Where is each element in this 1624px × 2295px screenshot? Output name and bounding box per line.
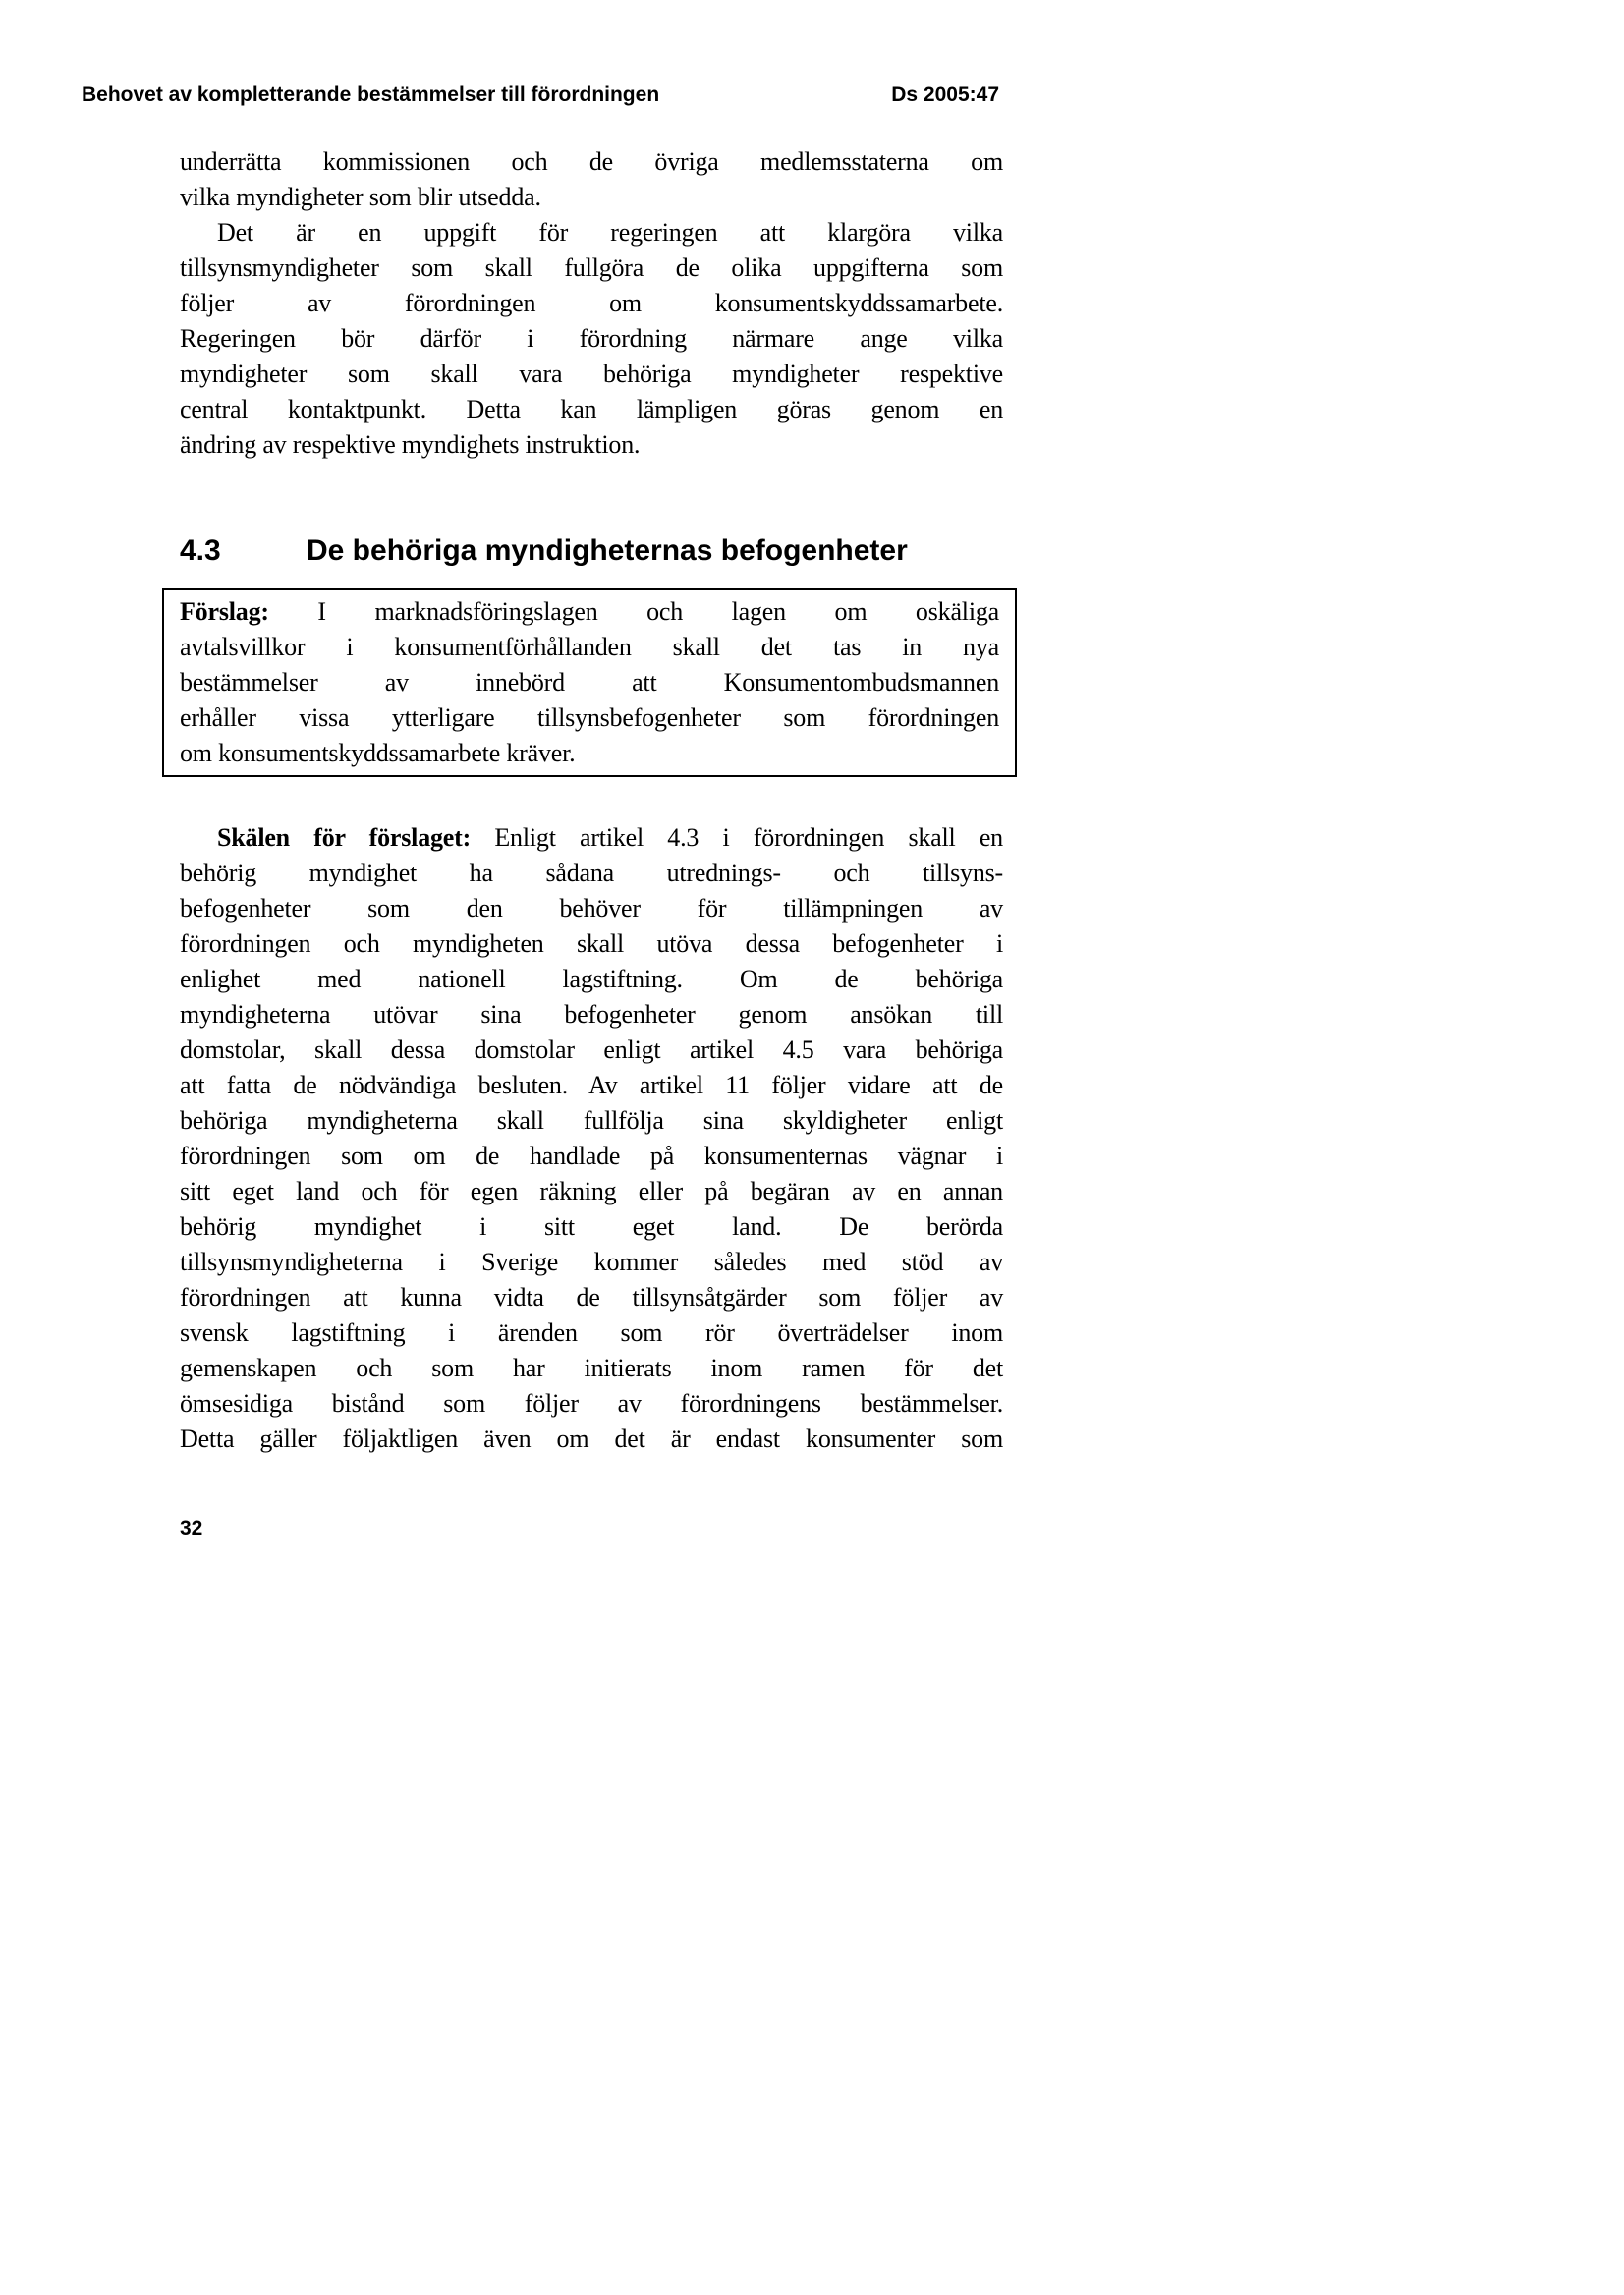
text-line: förordningen att kunna vidta de tillsynsåtgärder som följer av — [180, 1283, 1003, 1312]
reasons-line-rest: Enligt artikel 4.3 i förordningen skall en — [494, 823, 1003, 852]
text-line: underrätta kommissionen och de övriga medlemsstaterna om — [180, 147, 1003, 176]
text-line: ändring av respektive myndighets instruktion. — [180, 430, 641, 459]
text-line: Det är en uppgift för regeringen att klargöra vilka — [217, 218, 1003, 247]
running-header-doc-id: Ds 2005:47 — [891, 84, 999, 106]
text-line: tillsynsmyndigheter som skall fullgöra de olika uppgifterna som — [180, 253, 1003, 282]
running-header — [82, 83, 999, 108]
text-line: avtalsvillkor i konsumentförhållanden skall det tas in nya — [180, 633, 999, 661]
running-header-title: Behovet av kompletterande bestämmelser till förordningen — [82, 84, 660, 106]
text-line: tillsynsmyndigheterna i Sverige kommer således med stöd av — [180, 1248, 1003, 1276]
text-line: sitt eget land och för egen räkning eller på begäran av en annan — [180, 1177, 1003, 1205]
text-line: erhåller vissa ytterligare tillsynsbefogenheter som förordningen — [180, 703, 999, 732]
text-line: svensk lagstiftning i ärenden som rör överträdelser inom — [180, 1318, 1003, 1347]
text-line: förordningen som om de handlade på konsumenternas vägnar i — [180, 1142, 1003, 1170]
text-line: följer av förordningen om konsumentskyddssamarbete. — [180, 289, 1003, 317]
text-line: vilka myndigheter som blir utsedda. — [180, 183, 541, 211]
page-number: 32 — [180, 1517, 203, 1539]
text-line: myndigheter som skall vara behöriga myndigheter respektive — [180, 360, 1003, 388]
text-line: behörig myndighet ha sådana utrednings- och tillsyns- — [180, 859, 1003, 887]
text-line: om konsumentskyddssamarbete kräver. — [180, 739, 576, 767]
text-line: central kontaktpunkt. Detta kan lämpligen göras genom en — [180, 395, 1003, 423]
section-heading — [180, 531, 1003, 572]
text-line — [180, 820, 1003, 856]
text-line: Detta gäller följaktligen även om det är endast konsumenter som — [180, 1425, 1003, 1453]
text-line: gemenskapen och som har initierats inom ramen för det — [180, 1354, 1003, 1382]
text-line: enlighet med nationell lagstiftning. Om de behöriga — [180, 965, 1003, 993]
text-line: befogenheter som den behöver för tillämpningen av — [180, 894, 1003, 923]
proposal-box — [162, 588, 1017, 777]
text-line: bestämmelser av innebörd att Konsumentombudsmannen — [180, 668, 999, 697]
text-line: behöriga myndigheterna skall fullfölja sina skyldigheter enligt — [180, 1106, 1003, 1135]
text-column — [180, 144, 1003, 1457]
reasons-paragraph — [180, 820, 1003, 1457]
text-line: ömsesidiga bistånd som följer av förordningens bestämmelser. — [180, 1389, 1003, 1418]
text-line — [180, 594, 999, 630]
proposal-label: Förslag: — [180, 597, 269, 626]
section-title: De behöriga myndigheternas befogenheter — [307, 534, 908, 567]
reasons-label: Skälen för förslaget: — [217, 823, 472, 852]
paragraph-continuation — [180, 144, 1003, 215]
text-line: behörig myndighet i sitt eget land. De berörda — [180, 1212, 1003, 1241]
text-line: förordningen och myndigheten skall utöva dessa befogenheter i — [180, 929, 1003, 958]
section-number: 4.3 — [180, 534, 221, 567]
text-line: Regeringen bör därför i förordning närmare ange vilka — [180, 324, 1003, 353]
text-line: myndigheterna utövar sina befogenheter genom ansökan till — [180, 1000, 1003, 1029]
paragraph — [180, 215, 1003, 463]
proposal-line-rest: I marknadsföringslagen och lagen om oskäliga — [317, 597, 999, 626]
text-line: domstolar, skall dessa domstolar enligt artikel 4.5 vara behöriga — [180, 1036, 1003, 1064]
text-line: att fatta de nödvändiga besluten. Av artikel 11 följer vidare att de — [180, 1071, 1003, 1099]
